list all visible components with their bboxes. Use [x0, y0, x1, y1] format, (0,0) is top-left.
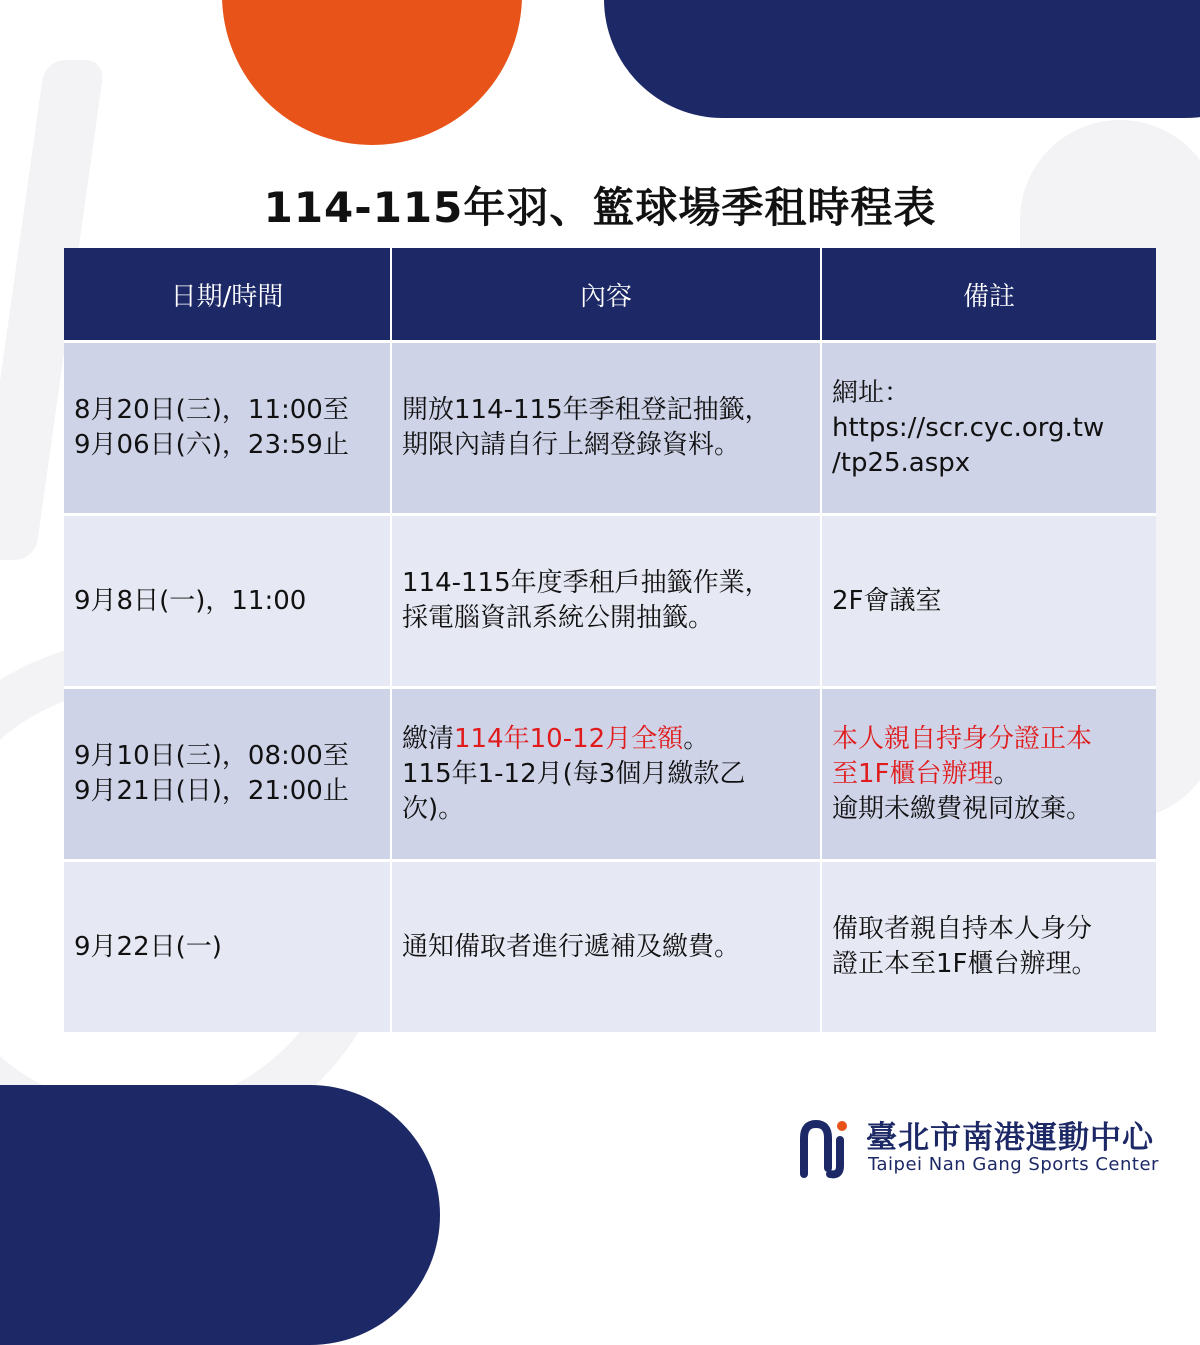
table-row [64, 342, 1156, 515]
note-line: 逾期未繳費視同放棄。 [832, 793, 1093, 824]
url-link[interactable]: https://scr.cyc.org.tw [832, 412, 1105, 443]
navy-bottom-decoration [0, 1085, 440, 1345]
content-line: 通知備取者進行遞補及繳費。 [402, 931, 741, 962]
note-highlight: 至1F櫃台辦理 [832, 758, 994, 789]
table-header-row [64, 248, 1156, 342]
table-row [64, 688, 1156, 861]
table-row [64, 515, 1156, 688]
content-cell [391, 342, 821, 515]
header-date: 日期/時間 [64, 248, 391, 342]
note-line: 網址： [832, 377, 911, 408]
date-cell [64, 861, 391, 1033]
date-line: 8月20日(三)，11:00至 [74, 395, 349, 425]
content-prefix: 繳清 [402, 723, 455, 754]
note-highlight-suffix: 。 [993, 758, 1020, 789]
note-line [832, 757, 1146, 792]
note-cell [821, 342, 1156, 515]
content-highlight: 114年10-12月全額 [454, 723, 684, 754]
content-line: 期限內請自行上網登錄資料。 [402, 430, 741, 460]
content-cell [391, 861, 821, 1033]
logo-name-chinese: 臺北市南港運動中心 [866, 1120, 1154, 1156]
sports-center-logo [798, 1108, 1178, 1188]
content-line: 次)。 [402, 793, 465, 824]
content-line: 115年1-12月(每3個月繳款乙 [402, 758, 746, 789]
note-cell [821, 515, 1156, 688]
header-note: 備註 [821, 248, 1156, 342]
navy-top-decoration [604, 0, 1200, 118]
date-line: 9月06日(六)，23:59止 [74, 430, 349, 460]
content-suffix: 。 [683, 723, 710, 754]
date-line: 9月22日(一) [74, 931, 222, 962]
page-title: 114-115年羽、籃球場季租時程表 [263, 183, 937, 232]
date-cell [64, 688, 391, 861]
note-cell [821, 861, 1156, 1033]
content-line: 開放114-115年季租登記抽籤， [402, 395, 771, 425]
note-line: 證正本至1F櫃台辦理。 [832, 949, 1098, 979]
content-line [402, 722, 810, 757]
header-content: 內容 [391, 248, 821, 342]
date-line: 9月8日(一)，11:00 [74, 585, 307, 616]
date-line: 9月21日(日)，21:00止 [74, 776, 349, 806]
note-line: 2F會議室 [832, 585, 942, 616]
content-cell [391, 688, 821, 861]
orange-circle-decoration [222, 0, 522, 145]
date-cell [64, 515, 391, 688]
logo-name-english: Taipei Nan Gang Sports Center [868, 1154, 1159, 1175]
url-link[interactable]: /tp25.aspx [832, 447, 971, 478]
note-highlight: 本人親自持身分證正本 [832, 723, 1093, 754]
content-cell [391, 515, 821, 688]
note-line: 備取者親自持本人身分 [832, 914, 1093, 944]
logo-mark-icon [798, 1116, 854, 1180]
date-cell [64, 342, 391, 515]
date-line: 9月10日(三)，08:00至 [74, 741, 349, 771]
table-row [64, 861, 1156, 1033]
note-cell [821, 688, 1156, 861]
content-line: 採電腦資訊系統公開抽籤。 [402, 603, 715, 633]
schedule-table [64, 248, 1156, 1032]
content-line: 114-115年度季租戶抽籤作業， [402, 568, 771, 598]
